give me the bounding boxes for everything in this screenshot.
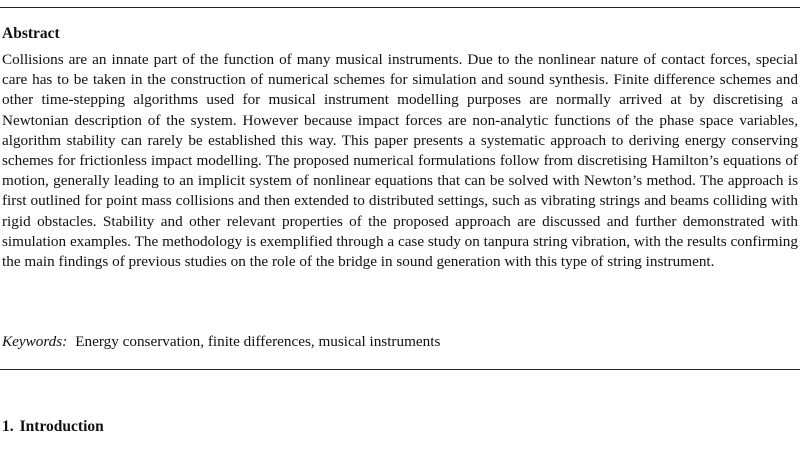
section-heading-introduction [2, 417, 104, 437]
bottom-rule [0, 369, 800, 370]
keywords-line [2, 332, 798, 352]
abstract-heading: Abstract [2, 25, 60, 42]
keywords-text: Energy conservation, finite differences, musical instruments [75, 333, 441, 350]
top-rule [0, 7, 800, 8]
section-title: Introduction [19, 418, 104, 435]
abstract-text: Collisions are an innate part of the function of many musical instruments. Due to the nonlinear nature of contact forces, special care has to be taken in the construction of numerical schemes for simulation and sound synthesis. Finite difference schemes and other time-stepping algorithms used for musical instrument modelling purposes are normally arrived at by discretising a Newtonian description of the system. However because impact forces are non-analytic functions of the phase space variables, algorithm stability can rarely be established this way. This paper presents a systematic approach to deriving energy conserving schemes for frictionless impact modelling. The proposed numerical formulations follow from discretising Hamilton’s equations of motion, generally leading to an implicit system of nonlinear equations that can be solved with Newton’s method. The approach is first outlined for point mass collisions and then extended to distributed settings, such as vibrating strings and beams colliding with rigid obstacles. Stability and other relevant properties of the proposed approach are discussed and further demonstrated with simulation examples. The methodology is exemplified through a case study on tanpura string vibration, with the results confirming the main findings of previous studies on the role of the bridge in sound generation with this type of string instrument. [2, 51, 798, 271]
section-number: 1. [2, 418, 14, 435]
keywords-label: Keywords: [2, 333, 68, 350]
